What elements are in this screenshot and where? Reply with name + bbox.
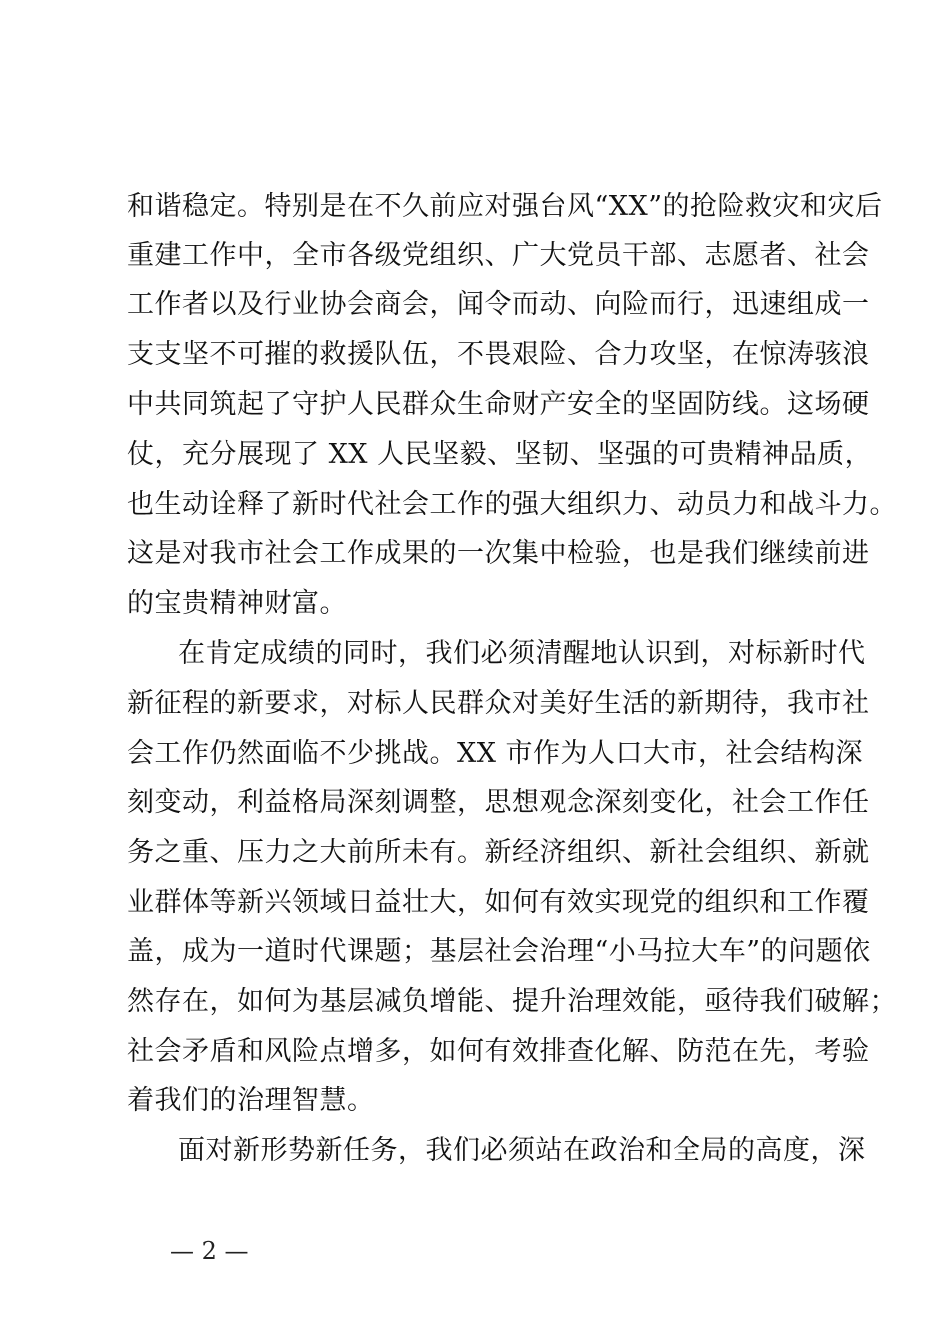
- paragraph-1-line-6: 仗，充分展现了 XX 人民坚毅、坚韧、坚强的可贵精神品质，: [127, 439, 873, 470]
- paragraph-2-line-7: 盖，成为一道时代课题；基层社会治理“小马拉大车”的问题依: [127, 936, 871, 967]
- paragraph-2-line-10: 着我们的治理智慧。: [127, 1085, 375, 1116]
- paragraph-2-line-9: 社会矛盾和风险点增多，如何有效排查化解、防范在先，考验: [127, 1036, 870, 1067]
- paragraph-1-line-1: 和谐稳定。特别是在不久前应对强台风“XX”的抢险救灾和灾后: [127, 191, 883, 222]
- paragraph-2-line-8: 然存在，如何为基层减负增能、提升治理效能，亟待我们破解；: [127, 986, 897, 1017]
- paragraph-2-line-3: 会工作仍然面临不少挑战。XX 市作为人口大市，社会结构深: [127, 738, 864, 769]
- paragraph-1-line-9: 的宝贵精神财富。: [127, 588, 347, 619]
- paragraph-2-line-4: 刻变动，利益格局深刻调整，思想观念深刻变化，社会工作任: [127, 787, 870, 818]
- paragraph-1-line-7: 也生动诠释了新时代社会工作的强大组织力、动员力和战斗力。: [127, 489, 897, 520]
- page-number: — 2 —: [170, 1237, 249, 1265]
- paragraph-2-line-5: 务之重、压力之大前所未有。新经济组织、新社会组织、新就: [127, 837, 870, 868]
- paragraph-1-line-3: 工作者以及行业协会商会，闻令而动、向险而行，迅速组成一: [127, 289, 870, 320]
- paragraph-1-line-2: 重建工作中，全市各级党组织、广大党员干部、志愿者、社会: [127, 240, 870, 271]
- paragraph-2-line-6: 业群体等新兴领域日益壮大，如何有效实现党的组织和工作覆: [127, 887, 870, 918]
- paragraph-2-line-1: 在肯定成绩的同时，我们必须清醒地认识到，对标新时代: [178, 638, 866, 669]
- paragraph-1-line-5: 中共同筑起了守护人民群众生命财产安全的坚固防线。这场硬: [127, 389, 870, 420]
- paragraph-1-line-4: 支支坚不可摧的救援队伍，不畏艰险、合力攻坚，在惊涛骇浪: [127, 339, 870, 370]
- paragraph-2-line-2: 新征程的新要求，对标人民群众对美好生活的新期待，我市社: [127, 688, 870, 719]
- paragraph-3-line-1: 面对新形势新任务，我们必须站在政治和全局的高度，深: [178, 1135, 866, 1166]
- paragraph-1-line-8: 这是对我市社会工作成果的一次集中检验，也是我们继续前进: [127, 538, 870, 569]
